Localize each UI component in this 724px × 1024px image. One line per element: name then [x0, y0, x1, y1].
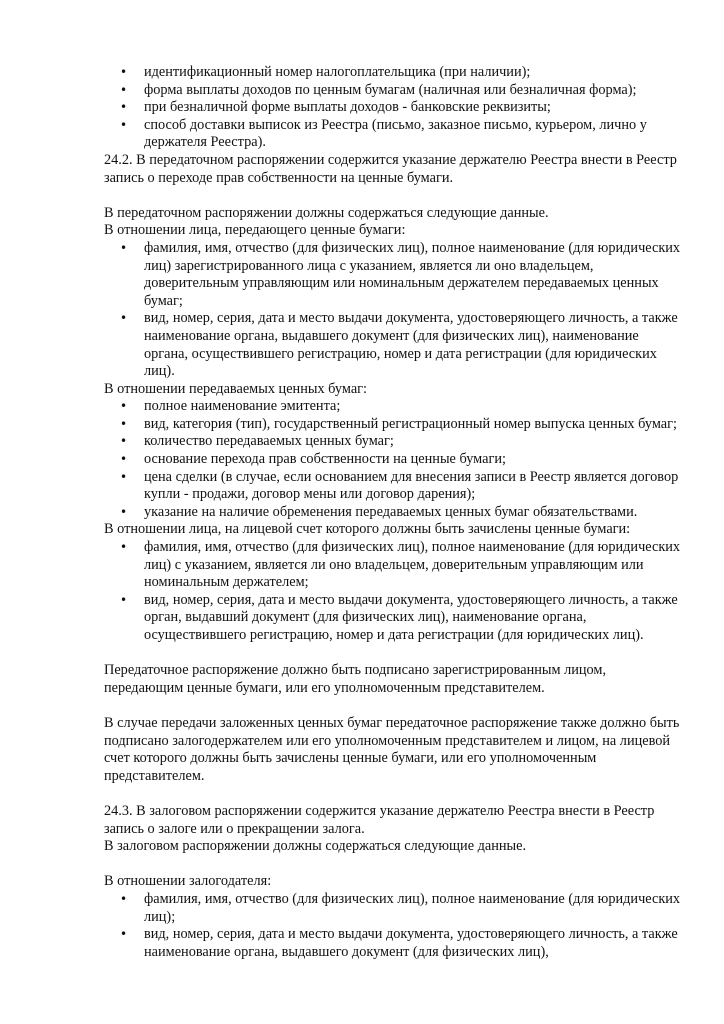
heading-securities: В отношении передаваемых ценных бумаг:: [104, 380, 367, 397]
paragraph-pledge-data: В залоговом распоряжении должны содержаться следующие данные.: [104, 838, 527, 855]
heading-sender: В отношении лица, передающего ценные бумаги:: [104, 222, 406, 239]
spacer: [104, 785, 684, 803]
list-holder-details: [104, 64, 684, 152]
list-item: • указание на наличие обременения передаваемых ценных бумаг обязательствами.: [104, 504, 684, 522]
paragraph-pledged: В случае передачи заложенных ценных бумаг передаточное распоряжение также должно быть подписано залогодержателем или его уполномоченным представителем и лицом, на лицевой счет которого должны быть зачислены ценные бумаги, или его уполномоченным представителем.: [104, 714, 680, 784]
list-item: • фамилия, имя, отчество (для физических лиц), полное наименование (для юридических лиц) зарегистрированного лица с указанием, является ли оно владельцем, доверительным управляющим или номинальным держателем передаваемых ценных бумаг;: [104, 240, 684, 310]
list-item: • вид, номер, серия, дата и место выдачи документа, удостоверяющего личность, а также орган, выдавший документ (для физических лиц), наименование органа, осуществившего регистрацию, номер и дата регистрации (для юридических лиц).: [104, 592, 684, 645]
heading-pledger: В отношении залогодателя:: [104, 873, 272, 890]
heading-receiver: В отношении лица, на лицевой счет которого должны быть зачислены ценные бумаги:: [104, 521, 631, 538]
paragraph-24-3: 24.3. В залоговом распоряжении содержится указание держателю Реестра внести в Реестр запись о залоге или о прекращении залога.: [104, 802, 655, 837]
spacer: [104, 645, 684, 663]
list-securities: [104, 398, 684, 521]
paragraph-24-2: 24.2. В передаточном распоряжении содержится указание держателю Реестра внести в Реестр запись о переходе прав собственности на ценные бумаги.: [104, 151, 677, 186]
paragraph-signed: Передаточное распоряжение должно быть подписано зарегистрированным лицом, передающим ценные бумаги, или его уполномоченным представителем.: [104, 662, 607, 696]
spacer: [104, 187, 684, 205]
list-item: • способ доставки выписок из Реестра (письмо, заказное письмо, курьером, лично у держателя Реестра).: [104, 117, 684, 152]
list-item: • фамилия, имя, отчество (для физических лиц), полное наименование (для юридических лиц);: [104, 891, 684, 926]
list-sender: [104, 240, 684, 381]
list-pledger: [104, 891, 684, 961]
list-item: • основание перехода прав собственности на ценные бумаги;: [104, 451, 684, 469]
list-item: • фамилия, имя, отчество (для физических лиц), полное наименование (для юридических лиц) с указанием, является ли оно владельцем, доверительным управляющим или номинальным держателем;: [104, 539, 684, 592]
list-item: • форма выплаты доходов по ценным бумагам (наличная или безналичная форма);: [104, 82, 684, 100]
list-receiver: [104, 539, 684, 645]
list-item: • вид, категория (тип), государственный регистрационный номер выпуска ценных бумаг;: [104, 416, 684, 434]
list-item: • при безналичной форме выплаты доходов - банковские реквизиты;: [104, 99, 684, 117]
list-item: • цена сделки (в случае, если основанием для внесения записи в Реестр является договор купли - продажи, договор мены или договор дарения);: [104, 469, 684, 504]
list-item: • вид, номер, серия, дата и место выдачи документа, удостоверяющего личность, а также наименование органа, выдавшего документ (для физических лиц), наименование органа, осуществившего регистрацию, номер и дата регистрации (для юридических лиц).: [104, 310, 684, 380]
list-item: • идентификационный номер налогоплательщика (при наличии);: [104, 64, 684, 82]
spacer: [104, 856, 684, 874]
list-item: • количество передаваемых ценных бумаг;: [104, 433, 684, 451]
paragraph-transfer-data: В передаточном распоряжении должны содержаться следующие данные.: [104, 204, 549, 221]
list-item: • вид, номер, серия, дата и место выдачи документа, удостоверяющего личность, а также наименование органа, выдавшего документ (для физических лиц),: [104, 926, 684, 961]
list-item: • полное наименование эмитента;: [104, 398, 684, 416]
spacer: [104, 697, 684, 715]
